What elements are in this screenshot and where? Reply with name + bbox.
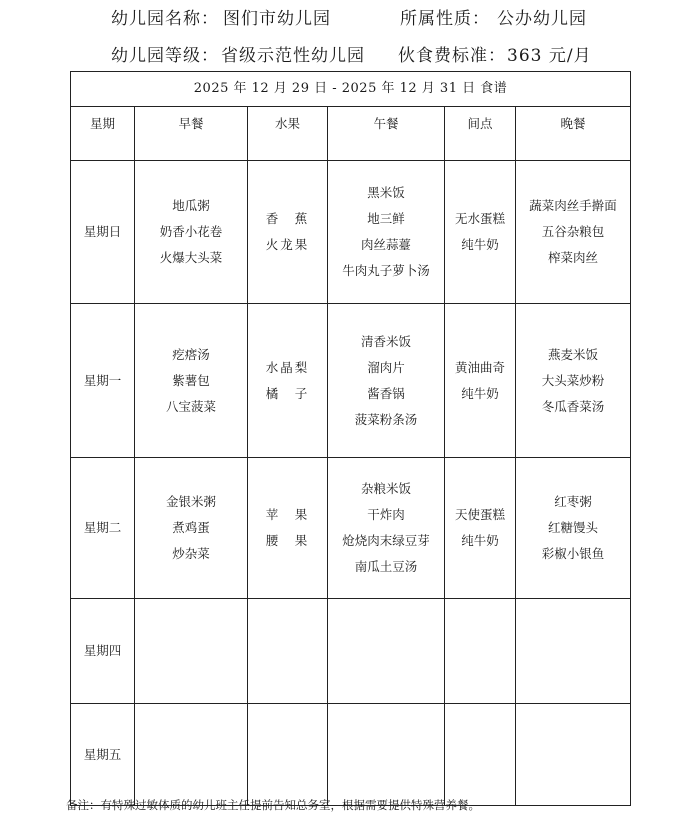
breakfast-cell <box>135 161 248 304</box>
snack-cell <box>445 704 516 806</box>
fruit-item: 苹 果 <box>265 507 310 522</box>
lunch-item: 菠菜粉条汤 <box>354 411 418 427</box>
fruit-cell <box>248 304 328 458</box>
snack-item: 纯牛奶 <box>461 385 499 401</box>
lunch-item: 干炸肉 <box>367 507 405 522</box>
column-header-day: 星期 <box>71 107 135 161</box>
snack-item: 天使蛋糕 <box>454 507 505 522</box>
dinner-item: 大头菜炒粉 <box>541 372 605 388</box>
menu-row <box>71 704 631 806</box>
menu-row <box>71 599 631 704</box>
column-header-snack: 间点 <box>445 107 516 161</box>
breakfast-cell <box>135 458 248 599</box>
fruit-item: 香 蕉 <box>265 211 310 226</box>
breakfast-item: 地瓜粥 <box>172 198 210 213</box>
lunch-item: 地三鲜 <box>367 211 405 226</box>
dinner-item: 冬瓜香菜汤 <box>541 398 605 414</box>
snack-item: 黄油曲奇 <box>454 359 505 375</box>
dinner-item: 彩椒小银鱼 <box>541 546 605 561</box>
breakfast-cell <box>135 704 248 806</box>
lunch-item: 黑米饭 <box>367 185 405 200</box>
breakfast-cell <box>135 599 248 704</box>
column-header-row <box>71 107 631 161</box>
fruit-item: 水晶梨 <box>265 359 310 375</box>
grade-label: 幼儿园等级： <box>111 46 219 66</box>
column-header-dinner: 晚餐 <box>516 107 631 161</box>
fruit-item: 火龙果 <box>265 237 310 252</box>
dinner-cell <box>516 458 631 599</box>
lunch-item: 杂粮米饭 <box>360 481 411 496</box>
day-cell: 星期四 <box>71 599 135 704</box>
breakfast-item: 炒杂菜 <box>172 546 210 561</box>
nature-label: 所属性质： <box>400 9 490 29</box>
fruit-cell <box>248 599 328 704</box>
breakfast-item: 煮鸡蛋 <box>172 520 210 535</box>
lunch-cell <box>328 704 445 806</box>
dinner-cell <box>516 161 631 304</box>
snack-item: 纯牛奶 <box>461 533 499 548</box>
snack-cell <box>445 599 516 704</box>
snack-item: 纯牛奶 <box>461 237 499 252</box>
lunch-item: 南瓜土豆汤 <box>354 559 418 574</box>
snack-cell <box>445 304 516 458</box>
breakfast-cell <box>135 304 248 458</box>
kindergarten-name: 图们市幼儿园 <box>223 9 331 29</box>
lunch-cell <box>328 599 445 704</box>
kindergarten-name-label: 幼儿园名称： <box>111 9 219 29</box>
lunch-cell <box>328 458 445 599</box>
fee-value: 363 元/月 <box>507 46 592 66</box>
menu-title: 2025 年 12 月 29 日 - 2025 年 12 月 31 日 食谱 <box>71 72 631 107</box>
dinner-item: 五谷杂粮包 <box>541 224 605 239</box>
breakfast-item: 八宝菠菜 <box>165 398 216 414</box>
snack-cell <box>445 161 516 304</box>
breakfast-item: 金银米粥 <box>165 494 216 509</box>
breakfast-item: 奶香小花卷 <box>159 224 223 239</box>
dinner-item: 燕麦米饭 <box>548 346 599 362</box>
header-line-2 <box>0 41 700 71</box>
breakfast-item: 紫薯包 <box>172 372 210 388</box>
snack-cell <box>445 458 516 599</box>
column-header-lunch: 午餐 <box>328 107 445 161</box>
day-cell: 星期日 <box>71 161 135 304</box>
fruit-cell <box>248 704 328 806</box>
dinner-cell <box>516 704 631 806</box>
dinner-item: 红糖馒头 <box>548 520 599 535</box>
header-line-1 <box>0 4 700 34</box>
day-cell: 星期一 <box>71 304 135 458</box>
dinner-item: 红枣粥 <box>554 494 592 509</box>
menu-body <box>71 161 631 806</box>
footnote: 备注：有特殊过敏体质的幼儿班主任提前告知总务室，根据需要提供特殊营养餐。 <box>66 798 480 812</box>
fruit-cell <box>248 161 328 304</box>
lunch-cell <box>328 304 445 458</box>
lunch-cell <box>328 161 445 304</box>
fruit-item: 橘 子 <box>265 385 310 401</box>
column-header-breakfast: 早餐 <box>135 107 248 161</box>
dinner-item: 榨菜肉丝 <box>548 250 599 265</box>
menu-table <box>70 71 631 806</box>
nature-value: 公办幼儿园 <box>497 9 587 29</box>
breakfast-item: 疙瘩汤 <box>172 346 210 362</box>
dinner-item: 蔬菜肉丝手擀面 <box>529 198 617 213</box>
dinner-cell <box>516 599 631 704</box>
dinner-cell <box>516 304 631 458</box>
lunch-item: 酱香锅 <box>367 385 405 401</box>
breakfast-item: 火爆大头菜 <box>159 250 223 265</box>
menu-row <box>71 304 631 458</box>
day-cell: 星期五 <box>71 704 135 806</box>
column-header-fruit: 水果 <box>248 107 328 161</box>
menu-row <box>71 161 631 304</box>
fruit-cell <box>248 458 328 599</box>
lunch-item: 清香米饭 <box>360 333 411 349</box>
fee-label: 伙食费标准： <box>398 46 506 66</box>
grade-value: 省级示范性幼儿园 <box>221 46 365 66</box>
lunch-item: 溜肉片 <box>367 359 405 375</box>
fruit-item: 腰 果 <box>265 533 310 548</box>
day-cell: 星期二 <box>71 458 135 599</box>
lunch-item: 炝烧肉末绿豆芽 <box>342 533 430 548</box>
snack-item: 无水蛋糕 <box>454 211 505 226</box>
lunch-item: 牛肉丸子萝卜汤 <box>342 263 430 278</box>
menu-row <box>71 458 631 599</box>
lunch-item: 肉丝蒜薹 <box>360 237 411 252</box>
